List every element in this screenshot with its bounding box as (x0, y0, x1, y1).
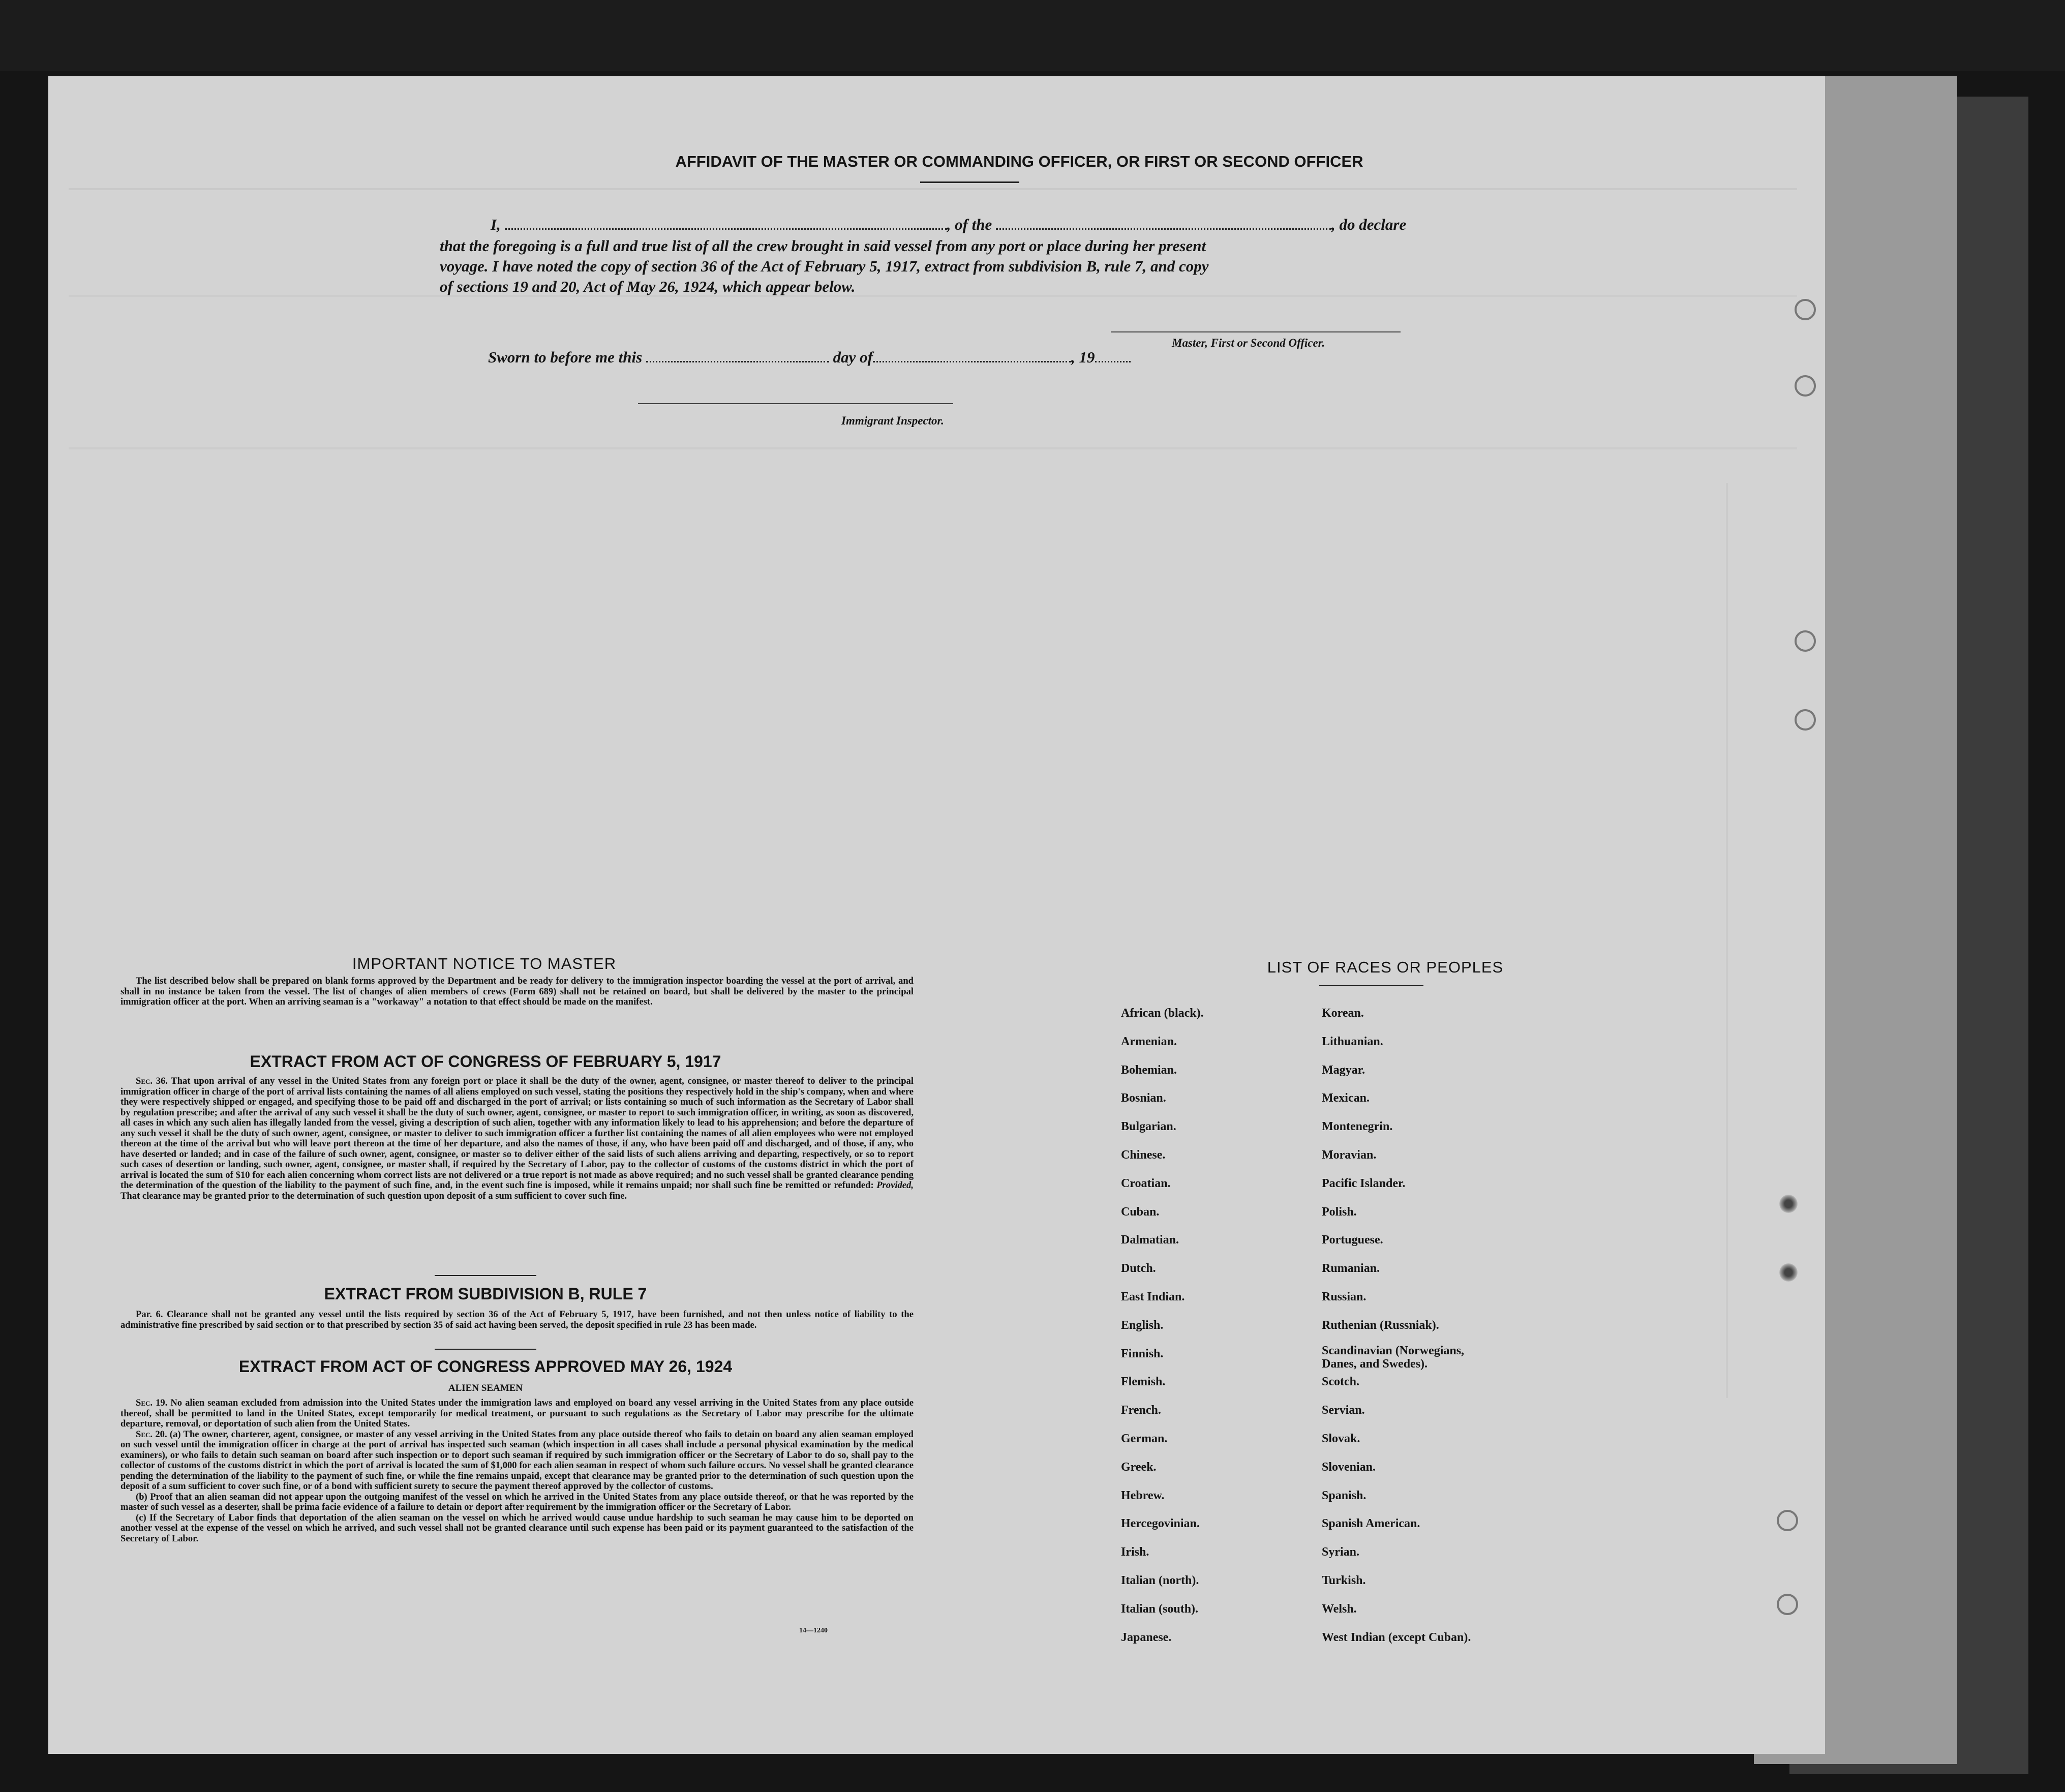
race-item: English. (1121, 1318, 1164, 1332)
race-item: Montenegrin. (1322, 1120, 1393, 1134)
race-item: Hercegovinian. (1121, 1517, 1200, 1531)
of-the-label: , of the (947, 216, 992, 233)
fastener-mark (1779, 1195, 1798, 1213)
race-item: Spanish American. (1322, 1517, 1420, 1531)
affidavit-line-1 (491, 215, 1482, 235)
rule7-title: EXTRACT FROM SUBDIVISION B, RULE 7 (324, 1285, 647, 1303)
race-item: Lithuanian. (1322, 1035, 1383, 1048)
race-item: African (black). (1121, 1007, 1204, 1020)
race-item: Chinese. (1121, 1148, 1166, 1162)
race-item: West Indian (except Cuban). (1322, 1630, 1471, 1644)
race-item: Armenian. (1121, 1035, 1177, 1048)
vessel-field[interactable] (996, 225, 1331, 230)
race-item: Dutch. (1121, 1262, 1156, 1275)
binder-hole (1795, 299, 1816, 320)
name-field[interactable] (505, 225, 947, 230)
section-divider (435, 1349, 536, 1350)
binder-hole (1795, 375, 1816, 397)
binder-hole (1795, 630, 1816, 652)
race-item: Flemish. (1121, 1375, 1166, 1389)
race-item: Slovenian. (1322, 1460, 1376, 1474)
race-item: Turkish. (1322, 1574, 1366, 1587)
rule7-paragraph: Par. 6. Clearance shall not be granted any vessel until the lists required by section 36 of the Act of February 5, 1917, have been furnished, and not then unless notice of liability to the administrative fine prescribed by said section or to that prescribed by section 35 of said act having been served, the deposit specified in rule 23 has been made. (120, 1309, 914, 1330)
sec19-text: 19. No alien seaman excluded from admission into the United States under the immigration laws and employed on board any vessel arriving in the United States from any place outside thereof, shall be permitted to land in the United States, except temporarily for medical treatment, or pursuant to such regulations as the Secretary of Labor may prescribe for the ultimate departure, removal, or deportation of such alien from the United States. (120, 1398, 914, 1429)
sec20-label: Sec. (136, 1429, 153, 1440)
sec36-text-end: That clearance may be granted prior to the determination of such question upon deposit of a sum sufficient to cover such fine. (120, 1190, 627, 1201)
race-item: Bosnian. (1121, 1091, 1166, 1105)
race-item: Italian (south). (1121, 1602, 1199, 1616)
race-item: Russian. (1322, 1290, 1366, 1303)
sworn-month-field[interactable] (873, 358, 1071, 362)
race-item: Cuban. (1121, 1205, 1160, 1219)
form-number: 14—1240 (799, 1627, 828, 1634)
sec19-label: Sec. (136, 1398, 153, 1408)
race-item: Bulgarian. (1121, 1120, 1176, 1134)
race-item: Rumanian. (1322, 1262, 1380, 1275)
scanner-background (0, 0, 2065, 71)
bleed-through-line (69, 188, 1797, 190)
race-item: Welsh. (1322, 1602, 1357, 1616)
race-item: Polish. (1322, 1205, 1357, 1219)
race-item: Greek. (1121, 1460, 1157, 1474)
races-title: LIST OF RACES OR PEOPLES (1267, 958, 1504, 976)
year-label: , 19 (1071, 348, 1095, 366)
affidavit-line-4: of sections 19 and 20, Act of May 26, 1924, which appear below. (440, 278, 856, 295)
affidavit-line-3: voyage. I have noted the copy of section 36 of the Act of February 5, 1917, extract from subdivision B, rule 7, and copy (440, 257, 1209, 275)
race-item: Irish. (1121, 1545, 1149, 1559)
bleed-through-line (1726, 483, 1728, 1398)
race-item: Slovak. (1322, 1432, 1360, 1445)
document-page (48, 76, 1825, 1754)
race-item: Bohemian. (1121, 1063, 1177, 1077)
do-declare-label: , do declare (1331, 216, 1407, 233)
master-signature-line[interactable] (1111, 331, 1401, 332)
section-divider (435, 1275, 536, 1276)
alien-seamen-subtitle: ALIEN SEAMEN (448, 1383, 523, 1393)
race-item: Croatian. (1121, 1176, 1171, 1190)
race-item: Portuguese. (1322, 1233, 1383, 1247)
sworn-line (488, 347, 1131, 368)
race-item: Pacific Islander. (1322, 1176, 1406, 1190)
binder-hole (1777, 1594, 1798, 1615)
sec20b-text: (b) Proof that an alien seaman did not appear upon the outgoing manifest of the vessel on which he arrived in the United States from any place outside thereof, or that he was reported by the master of such vessel as a deserter, shall be prima facie evidence of a failure to detain or deport after requirement by the immigration officer or the Secretary of Labor. (120, 1491, 914, 1512)
affidavit-line-2: that the foregoing is a full and true list of all the crew brought in said vessel from any port or place during her present (440, 237, 1206, 255)
sec36-label: Sec. (136, 1076, 153, 1086)
race-item: Dalmatian. (1121, 1233, 1179, 1247)
extract-1917-text (120, 1076, 914, 1201)
race-item: Ruthenian (Russniak). (1322, 1318, 1439, 1332)
sworn-label: Sworn to before me this (488, 348, 643, 366)
race-item: French. (1121, 1404, 1161, 1417)
race-item: Scotch. (1322, 1375, 1359, 1389)
race-item: Korean. (1322, 1007, 1364, 1020)
i-label: I, (491, 216, 501, 233)
race-item: German. (1121, 1432, 1168, 1445)
notice-paragraph: The list described below shall be prepared on blank forms approved by the Department and be ready for delivery to the immigration inspector boarding the vessel at the port of arrival, and shall in no instance be taken from the vessel. The list of changes of alien members of crews (Form 689) shall not be retained on board, but shall be delivered by the master to the principal immigration officer at the port. When an arriving seaman is a "workaway" a notation to that effect should be made on the manifest. (120, 976, 914, 1007)
race-item: Hebrew. (1121, 1489, 1165, 1502)
race-item: Servian. (1322, 1404, 1365, 1417)
sec20c-text: (c) If the Secretary of Labor finds that deportation of the alien seaman on the vessel on which he arrived would cause undue hardship to such seaman he may cause him to be deported on another vessel at the expense of the vessel on which he arrived, and such vessel shall not be granted clearance until such expense has been paid or its payment guaranteed to the satisfaction of the Secretary of Labor. (120, 1512, 914, 1544)
sworn-year-field[interactable] (1095, 358, 1131, 362)
race-item: Magyar. (1322, 1063, 1365, 1077)
inspector-signature-label: Immigrant Inspector. (841, 414, 944, 427)
sec20a-text: 20. (a) The owner, charterer, agent, consignee, or master of any vessel arriving in the United States from any place outside thereof who fails to detain on board any alien seaman employed on such vessel until the immigration officer in charge at the port of arrival has inspected such seaman (which inspection in all cases shall include a personal physical examination by the medical examiners), or who fails to detain such seaman on board after such inspection or to deport such seaman if required by such immigration officer or the Secretary of Labor to do so, shall pay to the collector of customs of the customs district in which the port of arrival is located the sum of $1,000 for each alien seaman in respect of whom such failure occurs. No vessel shall be granted clearance pending the determination of the liability to the payment of such fine, or while the fine remains unpaid, except that clearance may be granted prior to the determination of such question upon the deposit of a sum sufficient to cover such fine, or of a bond with sufficient surety to secure the payment thereof approved by the collector of customs. (120, 1429, 914, 1492)
extract-1917-title: EXTRACT FROM ACT OF CONGRESS OF FEBRUARY 5, 1917 (250, 1052, 721, 1071)
race-item: Mexican. (1322, 1091, 1370, 1105)
fastener-mark (1779, 1263, 1798, 1282)
race-item: Italian (north). (1121, 1574, 1199, 1587)
race-item: Finnish. (1121, 1347, 1164, 1360)
race-item: Japanese. (1121, 1630, 1172, 1644)
affidavit-title: AFFIDAVIT OF THE MASTER OR COMMANDING OFFICER, OR FIRST OR SECOND OFFICER (675, 153, 1363, 170)
notice-title: IMPORTANT NOTICE TO MASTER (352, 955, 617, 973)
sworn-day-field[interactable] (646, 358, 829, 362)
race-item: Spanish. (1322, 1489, 1366, 1502)
race-item: Syrian. (1322, 1545, 1360, 1559)
rule7-text (120, 1310, 914, 1330)
affidavit-title-rule (920, 181, 1019, 183)
sec36-text: 36. That upon arrival of any vessel in the United States from any foreign port or place it shall be the duty of the owner, agent, consignee, or master thereof to deliver to the principal immigration officer in charge of the port of arrival lists containing the names of all aliens employed on such vessel, stating the positions they respectively hold in the ship's company, when and where they were respectively shipped or engaged, and specifying those to be paid off and discharged in the port of arrival; or lists containing so much of such information as the Secretary of Labor shall by regulation prescribe; and after the arrival of any such vessel it shall be the duty of such owner, agent, consignee, or master to report to such immigration officer, in writing, as soon as discovered, all cases in which any such alien has illegally landed from the vessel, giving a description of such alien, together with any information likely to lead to his apprehension; and before the departure of any such vessel it shall be the duty of such owner, agent, consignee, or master to deliver to such immigration officer a further list containing the names of all alien employees who were not employed thereon at the time of the arrival but who will leave port thereon at the time of her departure, and also the names of those, if any, who have been paid off and discharged, and of those, if any, who have deserted or landed; and in case of the failure of such owner, agent, consignee, or master so to deliver either of the said lists of such aliens arriving and departing, respectively, or so to report such cases of desertion or landing, such owner, agent, consignee, or master shall, if required by the Secretary of Labor, pay to the collector of customs of the customs district in which the port of arrival is located the sum of $10 for each alien concerning whom correct lists are not delivered or a true report is not made as above required; and no such vessel shall be granted clearance pending the determination of the question of the liability to the payment of such fine, and, in the event such fine is imposed, while it remains unpaid; nor shall such fine be remitted or refunded: (120, 1076, 914, 1191)
binder-hole (1795, 709, 1816, 731)
race-item: East Indian. (1121, 1290, 1185, 1303)
extract-1924-title: EXTRACT FROM ACT OF CONGRESS APPROVED MAY 26, 1924 (238, 1357, 733, 1376)
day-of-label: day of (833, 348, 873, 366)
binder-hole (1777, 1510, 1798, 1531)
bleed-through-line (69, 447, 1797, 449)
master-signature-label: Master, First or Second Officer. (1172, 337, 1325, 349)
notice-text (120, 976, 914, 1008)
race-item: Scandinavian (Norwegians, Danes, and Swedes). (1322, 1344, 1465, 1371)
extract-1924-text (120, 1398, 914, 1544)
inspector-signature-line[interactable] (638, 403, 953, 404)
race-item: Moravian. (1322, 1148, 1377, 1162)
races-title-rule (1319, 985, 1423, 986)
provided-word: Provided, (876, 1180, 914, 1191)
